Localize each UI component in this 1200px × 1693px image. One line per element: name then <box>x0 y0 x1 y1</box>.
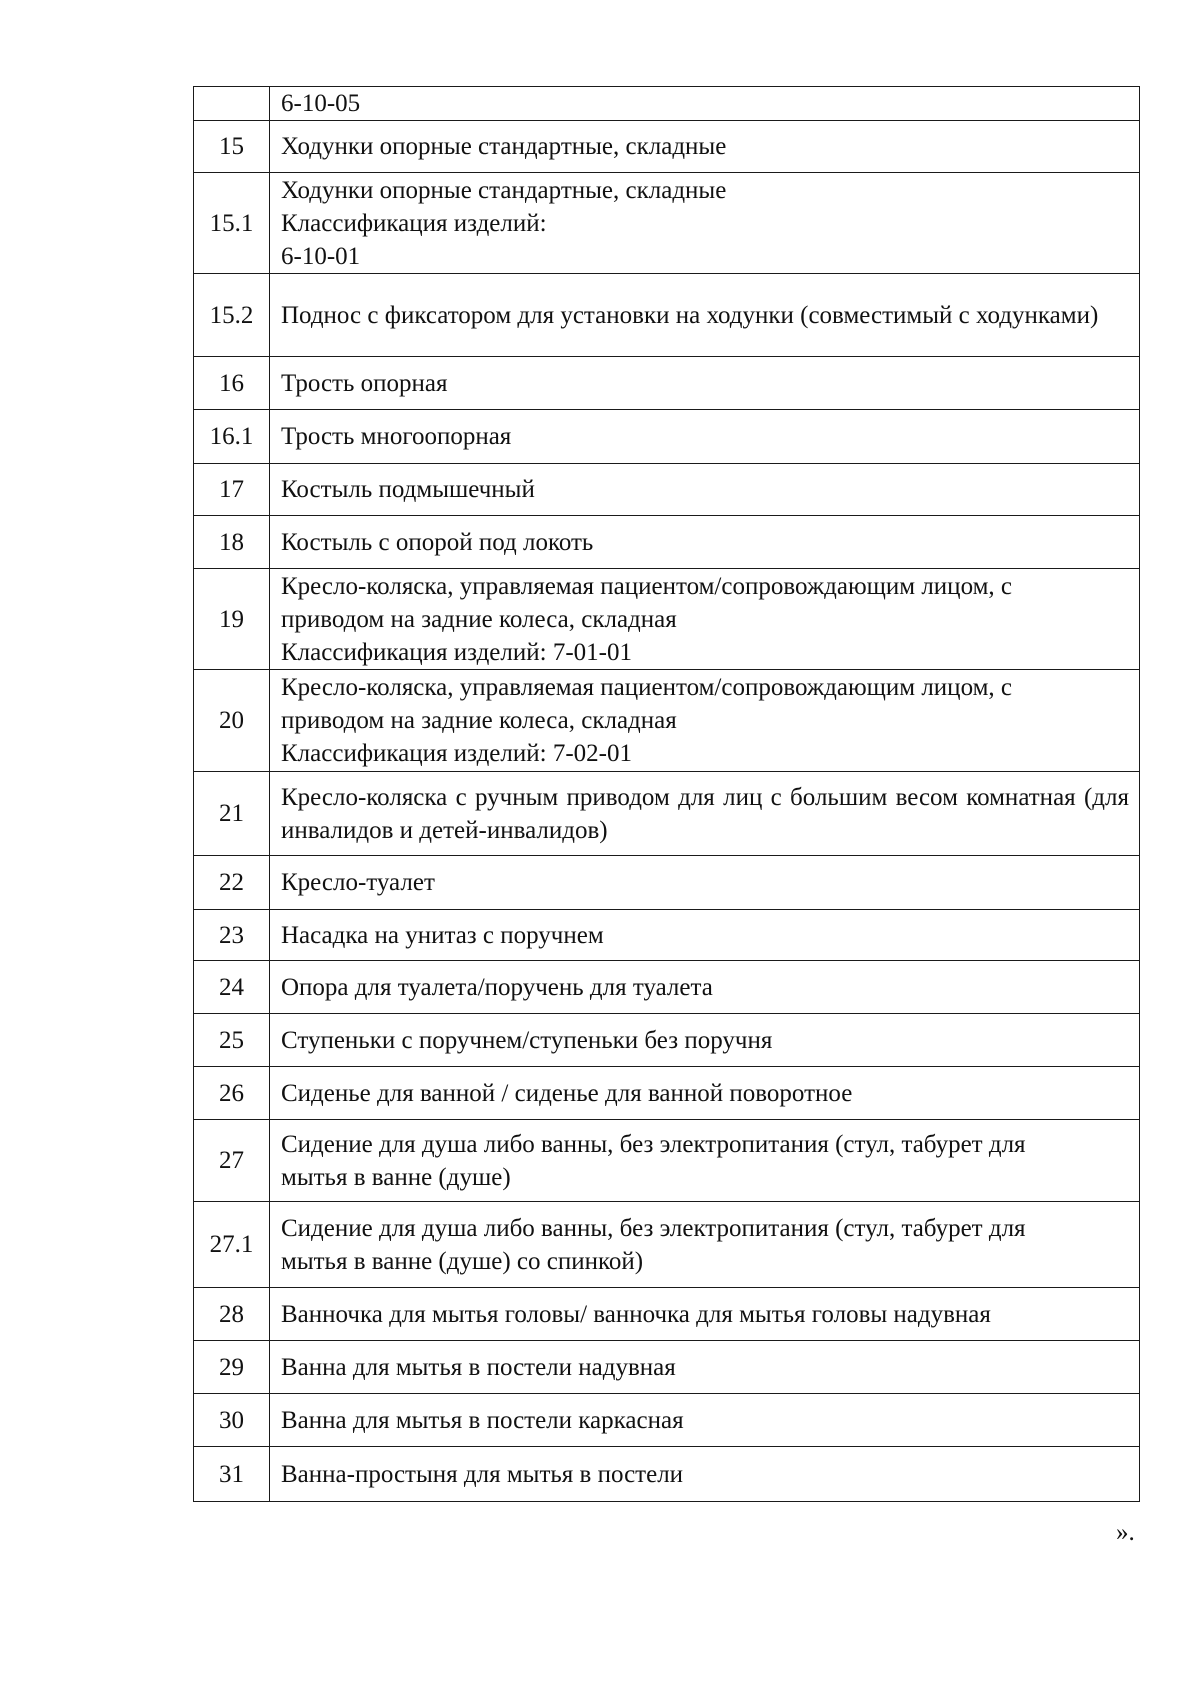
row-number: 21 <box>194 772 270 856</box>
description-line: Ходунки опорные стандартные, складные <box>281 176 727 204</box>
row-number: 27.1 <box>194 1202 270 1288</box>
table-row <box>194 1014 1140 1067</box>
row-description <box>270 464 1140 516</box>
table-row <box>194 173 1140 274</box>
row-description <box>270 173 1140 274</box>
description-line: Классификация изделий: 7-01-01 <box>281 638 632 666</box>
row-description <box>270 87 1140 121</box>
row-number: 25 <box>194 1014 270 1067</box>
row-description <box>270 1067 1140 1120</box>
table-row <box>194 1288 1140 1341</box>
description-line: Ванночка для мытья головы/ ванночка для мытья головы надувная <box>281 1300 991 1328</box>
row-number: 29 <box>194 1341 270 1394</box>
description-line: Ступеньки с поручнем/ступеньки без поручня <box>281 1026 773 1054</box>
description-line: Кресло-коляска, управляемая пациентом/сопровождающим лицом, с <box>281 572 1013 600</box>
table-row <box>194 772 1140 856</box>
row-number: 30 <box>194 1394 270 1447</box>
description-line: 6-10-01 <box>281 242 361 270</box>
description-line: Сидение для душа либо ванны, без электропитания (стул, табурет для <box>281 1214 1026 1242</box>
table-row <box>194 87 1140 121</box>
table-row <box>194 410 1140 464</box>
description-line: Ванна для мытья в постели надувная <box>281 1353 676 1381</box>
description-line: Кресло-туалет <box>281 869 435 896</box>
table-row <box>194 464 1140 516</box>
description-line: Костыль с опорой под локоть <box>281 528 594 556</box>
row-description <box>270 121 1140 173</box>
table-row <box>194 121 1140 173</box>
description-line: Сиденье для ванной / сиденье для ванной поворотное <box>281 1079 853 1107</box>
description-line: 6-10-05 <box>281 90 361 117</box>
table-row <box>194 1202 1140 1288</box>
table-row <box>194 961 1140 1014</box>
description-line: Поднос с фиксатором для установки на ходунки (совместимый с ходунками) <box>281 301 1099 329</box>
row-description <box>270 961 1140 1014</box>
description-line: Классификация изделий: <box>281 209 547 237</box>
row-number: 15.1 <box>194 173 270 274</box>
description-line: Ванна для мытья в постели каркасная <box>281 1406 684 1434</box>
row-description <box>270 569 1140 670</box>
row-number: 31 <box>194 1447 270 1502</box>
description-line: Трость многоопорная <box>281 423 512 450</box>
table-row <box>194 1067 1140 1120</box>
row-description <box>270 274 1140 357</box>
table-row <box>194 357 1140 410</box>
row-number: 16.1 <box>194 410 270 464</box>
description-line: Классификация изделий: 7-02-01 <box>281 740 632 767</box>
table-row <box>194 1394 1140 1447</box>
description-line: Трость опорная <box>281 369 448 397</box>
row-number: 24 <box>194 961 270 1014</box>
closing-quote: ». <box>1116 1519 1135 1546</box>
table-row <box>194 569 1140 670</box>
row-description <box>270 910 1140 961</box>
row-number: 15 <box>194 121 270 173</box>
description-line: приводом на задние колеса, складная <box>281 707 677 734</box>
row-description <box>270 410 1140 464</box>
row-description <box>270 1202 1140 1288</box>
table-row <box>194 274 1140 357</box>
row-description <box>270 516 1140 569</box>
items-table <box>193 86 1140 1502</box>
row-number: 26 <box>194 1067 270 1120</box>
table-row <box>194 1447 1140 1502</box>
description-line: Костыль подмышечный <box>281 476 535 503</box>
items-table-body <box>194 87 1140 1502</box>
row-description <box>270 670 1140 772</box>
row-description <box>270 1014 1140 1067</box>
table-row <box>194 856 1140 910</box>
row-description <box>270 856 1140 910</box>
row-number: 19 <box>194 569 270 670</box>
row-number: 15.2 <box>194 274 270 357</box>
row-number: 28 <box>194 1288 270 1341</box>
row-number <box>194 87 270 121</box>
description-line: Ванна-простыня для мытья в постели <box>281 1460 684 1488</box>
table-row <box>194 1120 1140 1202</box>
description-line: Кресло-коляска с ручным приводом для лиц с большим весом комнатная (для инвалидов и детей-инвалидов) <box>281 783 1129 844</box>
table-row <box>194 1341 1140 1394</box>
table-row <box>194 516 1140 569</box>
row-description <box>270 772 1140 856</box>
row-number: 22 <box>194 856 270 910</box>
row-description <box>270 357 1140 410</box>
description-line: Насадка на унитаз с поручнем <box>281 921 604 949</box>
row-description <box>270 1341 1140 1394</box>
row-description <box>270 1120 1140 1202</box>
description-line: Опора для туалета/поручень для туалета <box>281 973 713 1001</box>
description-line: приводом на задние колеса, складная <box>281 605 677 633</box>
row-number: 20 <box>194 670 270 772</box>
description-line: мытья в ванне (душе) <box>281 1163 511 1191</box>
description-line: Ходунки опорные стандартные, складные <box>281 133 727 160</box>
row-number: 27 <box>194 1120 270 1202</box>
row-number: 18 <box>194 516 270 569</box>
description-line: Сидение для душа либо ванны, без электропитания (стул, табурет для <box>281 1130 1026 1158</box>
row-description <box>270 1288 1140 1341</box>
row-number: 23 <box>194 910 270 961</box>
row-description <box>270 1447 1140 1502</box>
row-number: 17 <box>194 464 270 516</box>
row-number: 16 <box>194 357 270 410</box>
table-row <box>194 910 1140 961</box>
table-row <box>194 670 1140 772</box>
description-line: мытья в ванне (душе) со спинкой) <box>281 1247 644 1275</box>
row-description <box>270 1394 1140 1447</box>
description-line: Кресло-коляска, управляемая пациентом/сопровождающим лицом, с <box>281 674 1013 701</box>
